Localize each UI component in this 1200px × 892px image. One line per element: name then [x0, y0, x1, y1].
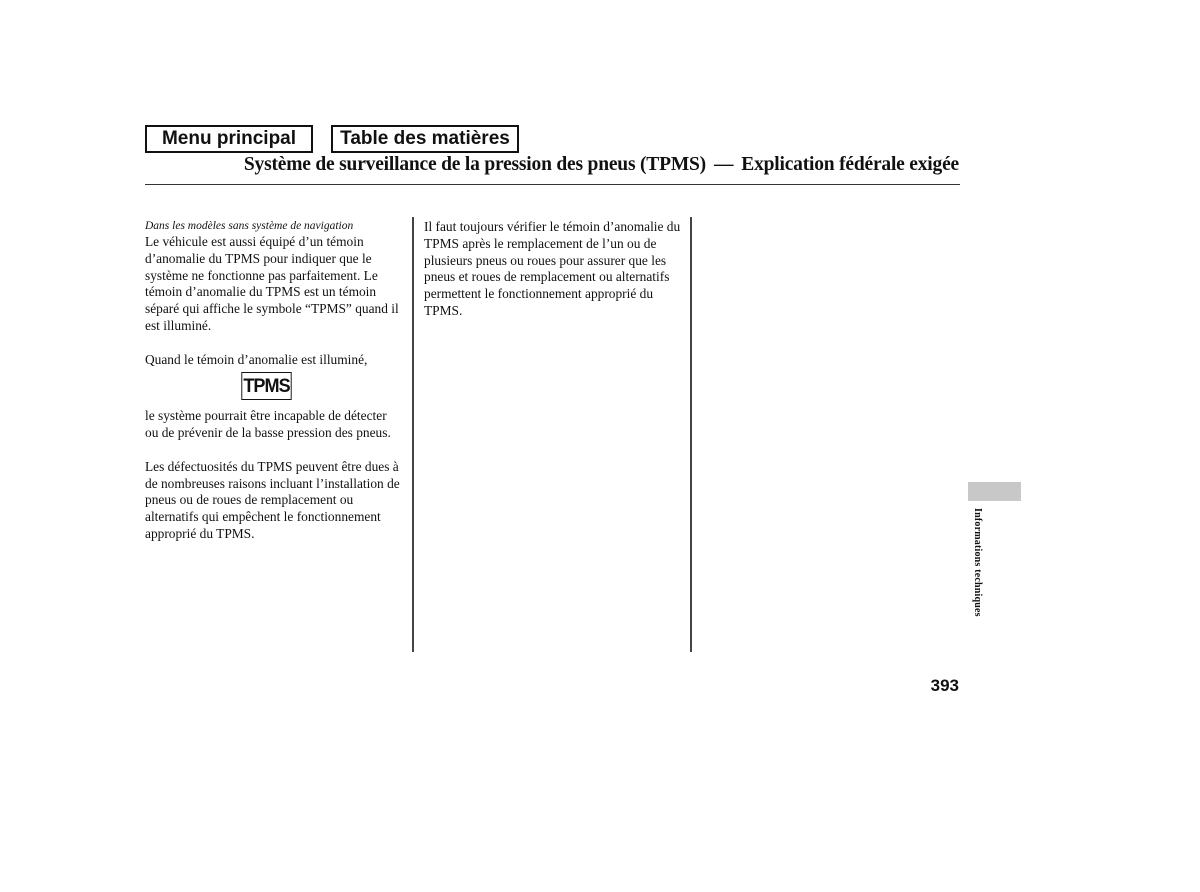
middle-column — [424, 219, 686, 320]
column-divider — [690, 217, 692, 652]
paragraph-2: Quand le témoin d’anomalie est illuminé, — [145, 351, 368, 367]
page-title — [244, 154, 959, 176]
model-note: Dans les modèles sans système de navigation — [145, 220, 354, 232]
menu-principal-button[interactable]: Menu principal — [145, 125, 313, 153]
page-number: 393 — [930, 676, 959, 695]
paragraph-5: Il faut toujours vérifier le témoin d’anomalie du TPMS après le remplacement de l’un ou de plusieurs pneus ou roues pour assurer que les pneus et roues de remplacement ou alternatifs permettent le fonctionnement approprié du TPMS. — [424, 219, 681, 318]
column-divider — [412, 217, 414, 652]
section-side-label: Informations techniques — [972, 508, 983, 617]
paragraph-1: Le véhicule est aussi équipé d’un témoin d’anomalie du TPMS pour indiquer que le système ne fonctionne pas parfaitement. Le témoin d’anomalie du TPMS est un témoin séparé qui affiche le symbole “TPMS” quand il est illuminé. — [145, 234, 399, 333]
section-tab-marker — [968, 482, 1021, 501]
table-of-contents-button[interactable]: Table des matières — [331, 125, 519, 153]
paragraph-4: Les défectuosités du TPMS peuvent être dues à de nombreuses raisons incluant l’installation de pneus ou de roues de remplacement ou alternatifs qui empêchent le fonctionnement approprié du TPMS. — [145, 458, 400, 541]
paragraph-3: le système pourrait être incapable de détecter ou de prévenir de la basse pression des pneus. — [145, 408, 391, 441]
tpms-indicator-icon: TPMS — [241, 372, 291, 400]
left-column — [145, 219, 403, 543]
title-main: Système de surveillance de la pression des pneus (TPMS) — [243, 154, 706, 175]
header-rule — [145, 184, 960, 185]
title-dash: — — [713, 154, 734, 175]
title-sub: Explication fédérale exigée — [741, 154, 959, 175]
